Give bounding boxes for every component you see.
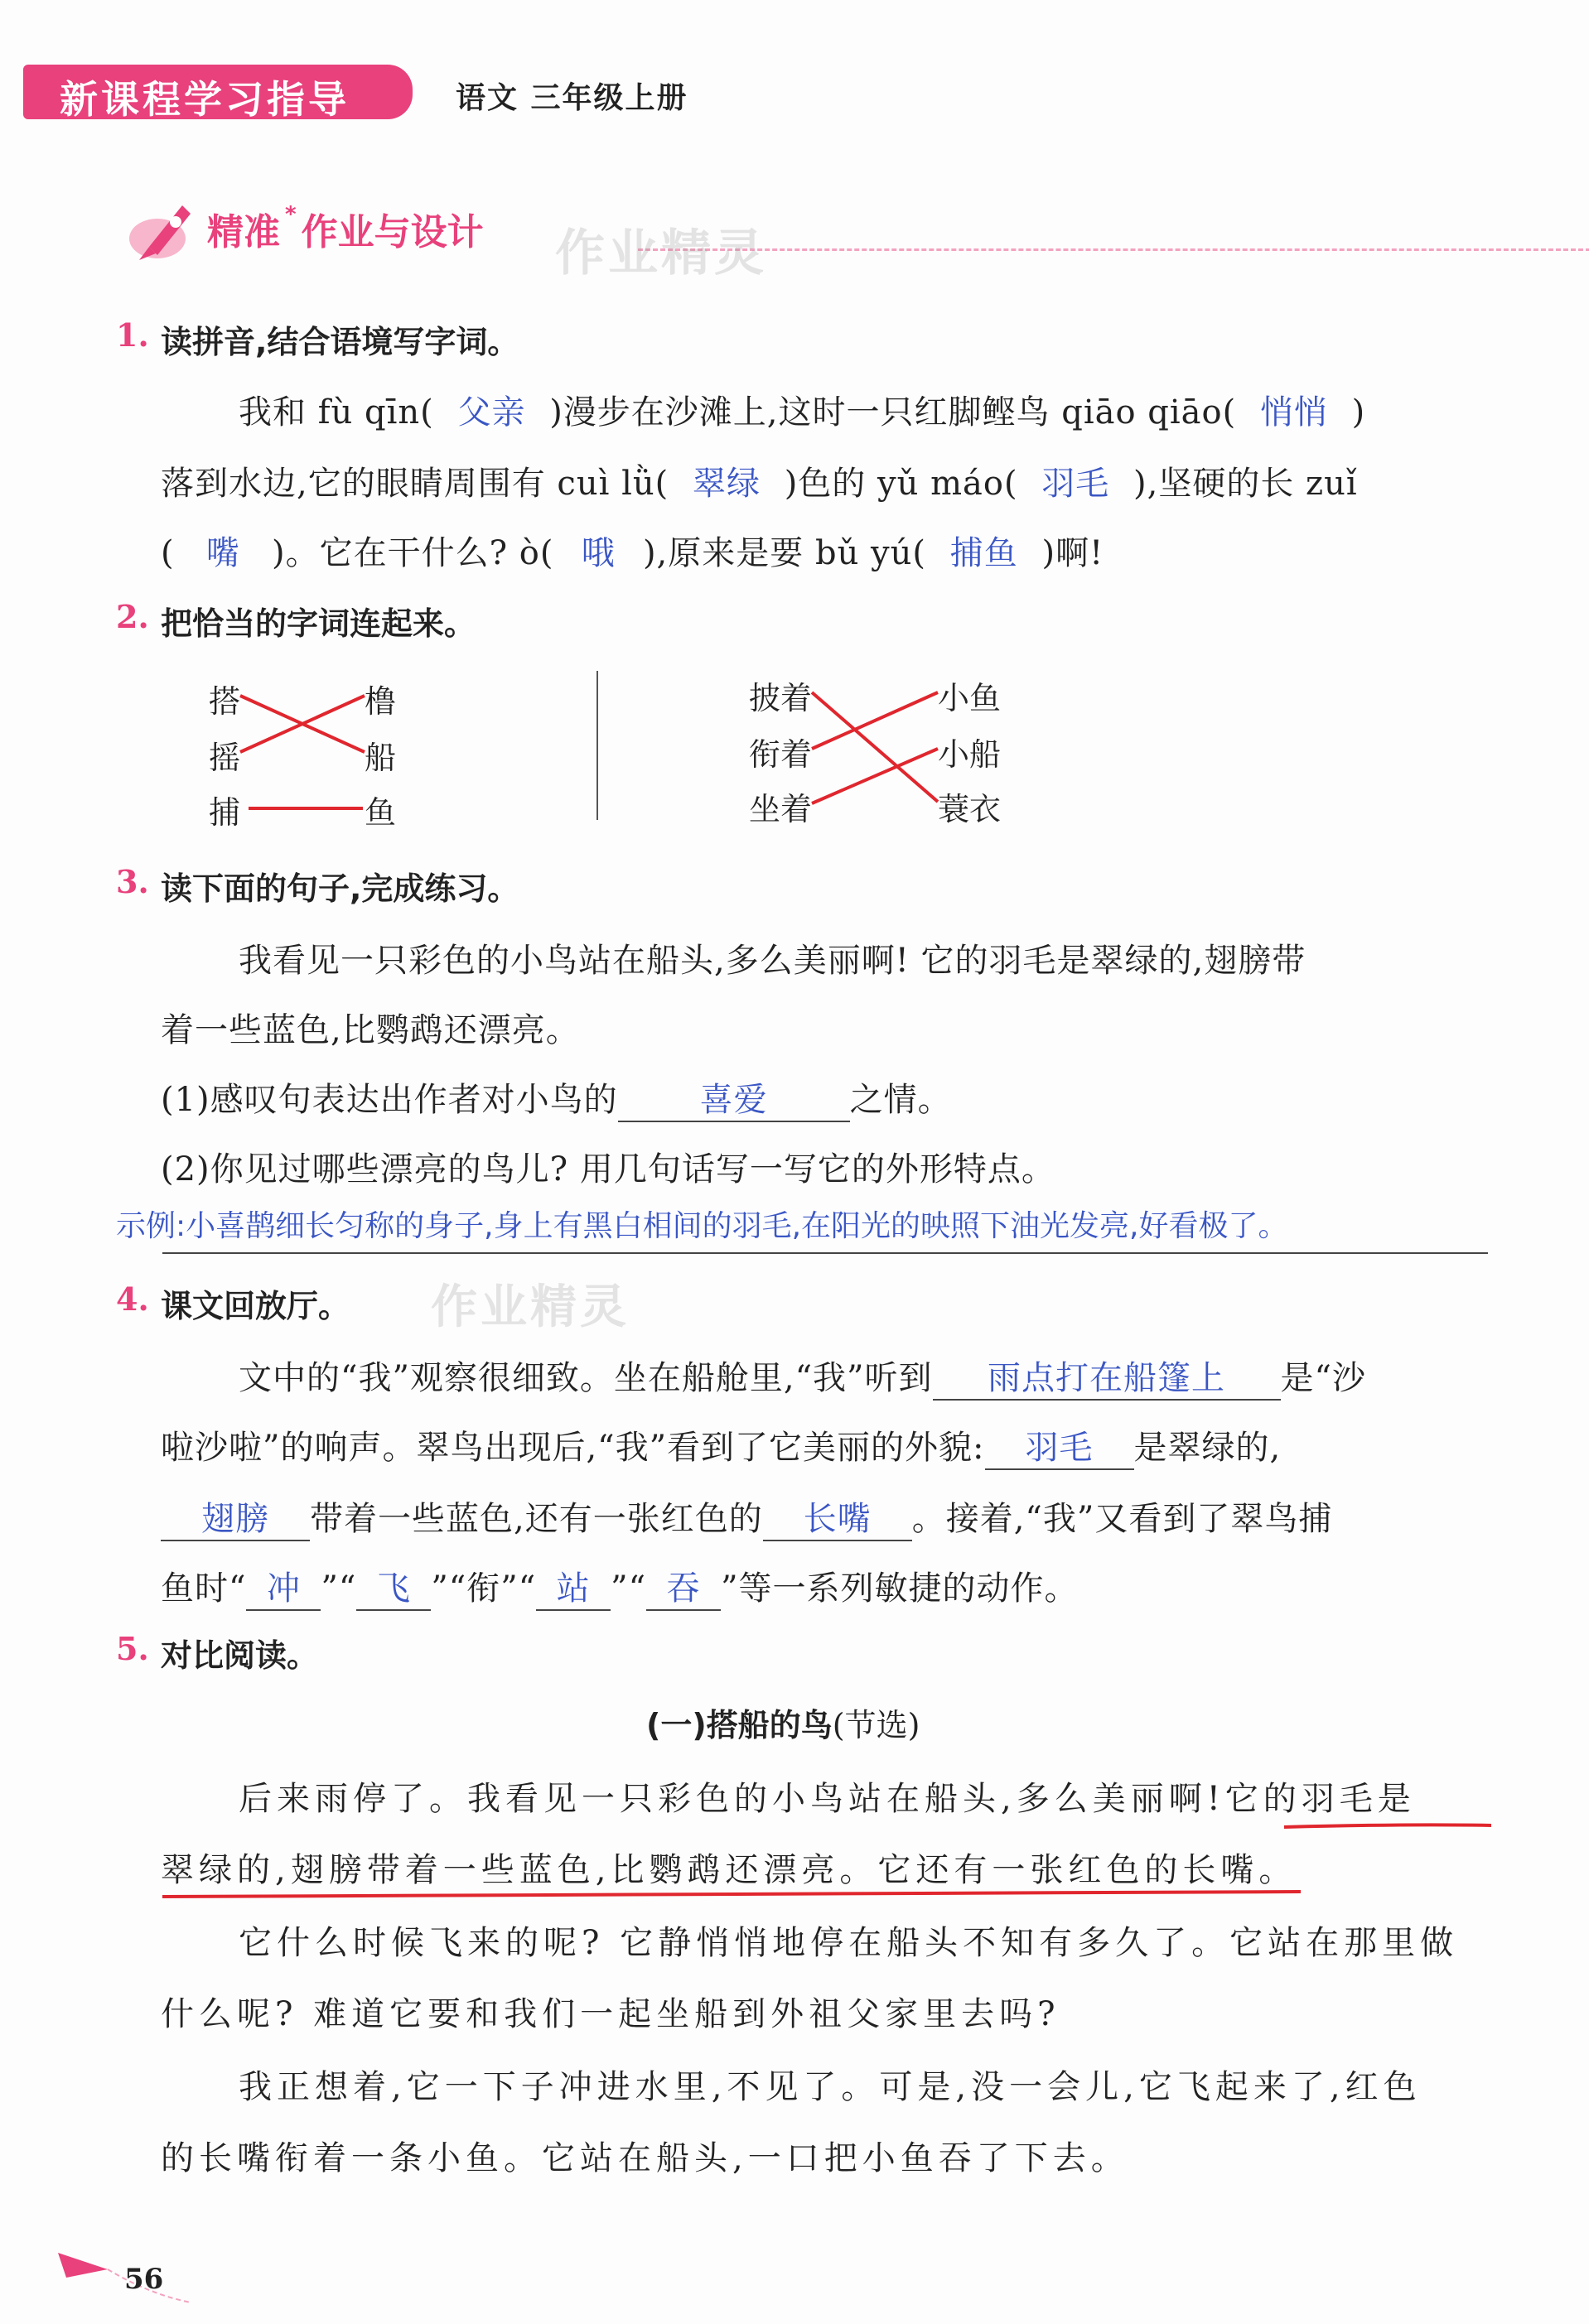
q1-number: 1. [116,316,149,354]
q4-line4-text-e: ”等一系列敏捷的动作。 [721,1569,1079,1608]
q2-left-match: 橹 [365,683,397,720]
q4-line4-text-c: ”“衔”“ [431,1569,537,1608]
watermark: 作业精灵 [555,224,767,282]
q5-p3-line2: 的长嘴衔着一条小鱼。它站在船头,一口把小鱼吞了下去。 [161,2139,1129,2177]
q5-p1-line2: 翠绿的,翅膀带着一些蓝色,比鹦鹉还漂亮。它还有一张红色的长嘴。 [161,1851,1297,1889]
q1-title: 读拼音,结合语境写字词。 [161,324,519,360]
underline-mark [162,1892,1301,1897]
q1-line2-text-c: ),坚硬的长 zuǐ [1133,465,1358,503]
q5-passage-title [646,1700,920,1745]
q4-line3-text-b: 。接着,“我”又看到了翠鸟捕 [911,1500,1333,1538]
q4-line3-text-a: 带着一些蓝色,还有一张红色的 [310,1500,763,1538]
q4-line4-text-a: 鱼时“ [161,1569,247,1608]
banner-title-main: 精准 [207,211,280,253]
q4-line4-text-d: ”“ [611,1569,647,1608]
q3-example-answer: 示例:小喜鹊细长匀称的身子,身上有黑白相间的羽毛,在阳光的映照下油光发亮,好看极了。 [116,1209,1288,1243]
q2-left-match: 船 [365,740,397,776]
page-number: 56 [124,2263,164,2296]
q2-right-match: 蓑衣 [938,791,1002,827]
q3-sub1 [161,1073,952,1122]
q2-match-lines [0,0,1589,911]
q1-line2-text-b: )色的 yǔ máo( [784,465,1018,503]
match-line [812,749,938,803]
q1-answer-fishing: 捕鱼 [949,534,1018,572]
match-line [812,692,938,749]
q4-line4-text-b: ”“ [321,1569,357,1608]
q3-number: 3. [116,863,149,900]
q3-text-line1: 我看见一只彩色的小鸟站在船头,多么美丽啊! 它的羽毛是翠绿的,翅膀带 [239,942,1306,980]
q1-line1-text-b: )漫步在沙滩上,这时一只红脚鲣鸟 qiāo qiāo( [549,393,1237,432]
q2-right-word: 披着 [749,680,813,716]
q5-p2-line2: 什么呢? 难道它要和我们一起坐船到外祖父家里去吗? [161,1995,1060,2033]
q1-line3-text-d: )啊! [1041,534,1104,572]
q5-title: 对比阅读。 [161,1637,319,1674]
q5-underline-marks [0,1806,1589,1905]
q4-line1-text-a: 文中的“我”观察很细致。坐在船舱里,“我”听到 [239,1359,933,1397]
watermark: 作业精灵 [431,1280,630,1334]
q4-answer-wings: 翅膀 [161,1492,310,1541]
q4-line2-text-a: 啦沙啦”的响声。翠鸟出现后,“我”看到了它美丽的外貌: [161,1429,985,1467]
q4-line2 [161,1421,1281,1470]
q1-answer-green: 翠绿 [692,465,761,503]
q4-line1-text-b: 是“沙 [1280,1359,1366,1397]
q3-title: 读下面的句子,完成练习。 [161,870,519,907]
q4-line3 [161,1492,1332,1541]
q1-line1-text-a: 我和 fù qīn( [239,393,434,432]
q1-line1-text-c: ) [1351,393,1366,432]
q3-sub1-answer: 喜爱 [618,1073,850,1122]
q4-answer-swallow: 吞 [646,1562,721,1611]
q3-sub1-text-a: (1)感叹句表达出作者对小鸟的 [161,1081,618,1119]
q2-right-match: 小船 [938,736,1002,773]
q1-answer-father: 父亲 [457,393,526,432]
header-badge-text: 新课程学习指导 [60,77,350,122]
q1-answer-oh: 哦 [581,534,616,572]
banner-star-icon: * [285,202,297,227]
q1-line3-text-b: )。它在干什么? ò( [272,534,554,572]
q1-line3-text-c: ),原来是要 bǔ yú( [642,534,927,572]
q3-text-line2: 着一些蓝色,比鹦鹉还漂亮。 [161,1011,580,1049]
q4-answer-beak: 长嘴 [763,1492,912,1541]
match-line [812,692,938,802]
q5-passage-subtitle: (一)搭船的鸟 [646,1707,833,1743]
q4-answer-feather: 羽毛 [985,1421,1134,1470]
q1-answer-feather: 羽毛 [1041,465,1110,503]
banner-subtitle: 作业与设计 [301,211,484,253]
q5-p3-line1: 我正想着,它一下子冲进水里,不见了。可是,没一会儿,它飞起来了,红色 [239,2068,1422,2106]
header-subject: 语文 三年级上册 [456,81,688,115]
q2-right-word: 坐着 [749,791,813,827]
q4-answer-sound: 雨点打在船篷上 [933,1352,1281,1401]
q1-line2-text-a: 落到水边,它的眼睛周围有 cuì lǜ( [161,465,669,503]
q2-left-word: 摇 [209,740,241,776]
q1-answer-quietly: 悄悄 [1259,393,1328,432]
q5-p2-line1: 它什么时候飞来的呢? 它静悄悄地停在船头不知有多久了。它站在那里做 [239,1924,1459,1962]
q2-right-match: 小鱼 [938,680,1002,716]
q2-right-word: 衔着 [749,736,813,773]
q5-passage-note: (节选) [832,1707,920,1743]
q4-answer-rush: 冲 [246,1562,321,1611]
q2-left-word: 捕 [209,794,241,831]
q5-p1-underlined-a: 它的羽毛是 [1224,1780,1416,1818]
q1-line3-text-a: ( [161,534,175,572]
q2-title: 把恰当的字词连起来。 [161,605,476,642]
q2-left-word: 搭 [209,683,241,720]
q4-number: 4. [116,1280,149,1318]
q2-left-match: 鱼 [365,794,397,831]
q4-answer-stand: 站 [536,1562,611,1611]
q1-answer-mouth: 嘴 [205,534,240,572]
q3-sub2: (2)你见过哪些漂亮的鸟儿? 用几句话写一写它的外形特点。 [161,1150,1055,1189]
q3-answer-line [162,1252,1488,1254]
underline-mark [1284,1825,1491,1827]
q4-line1 [239,1352,1366,1401]
q4-title: 课文回放厅。 [161,1288,350,1324]
q4-line4 [161,1562,1079,1611]
q3-sub1-text-b: 之情。 [849,1081,952,1119]
q4-line2-text-b: 是翠绿的, [1133,1429,1282,1467]
q4-answer-fly: 飞 [356,1562,431,1611]
q5-number: 5. [116,1630,149,1667]
q5-p1-text: 后来雨停了。我看见一只彩色的小鸟站在船头,多么美丽啊! [239,1780,1225,1818]
q2-number: 2. [116,598,149,635]
